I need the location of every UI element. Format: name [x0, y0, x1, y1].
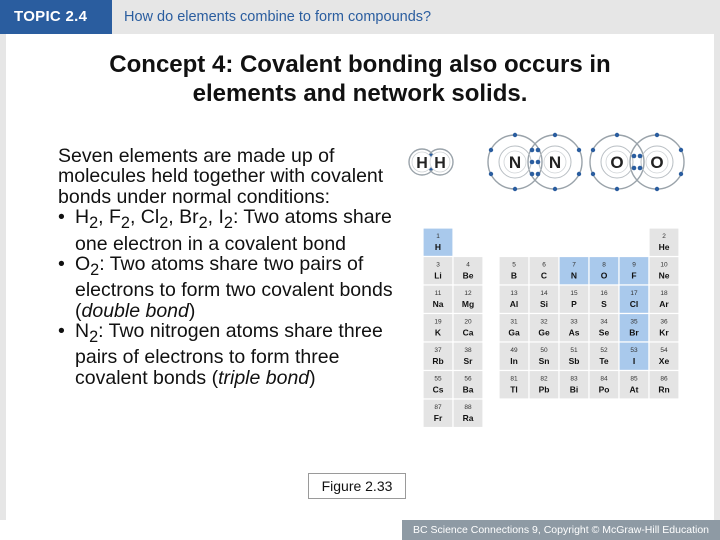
element-symbol: Ga — [508, 327, 520, 338]
atomic-number: 17 — [630, 290, 638, 297]
element-symbol: Sr — [463, 356, 473, 366]
atomic-number: 36 — [660, 318, 668, 326]
element-symbol: Rb — [432, 356, 444, 366]
element-symbol: S — [601, 299, 607, 309]
element-c — [529, 257, 559, 286]
molecule-nn — [488, 133, 582, 191]
atomic-number: 2 — [662, 233, 666, 240]
element-symbol: Cl — [629, 299, 639, 309]
element-symbol: Ra — [462, 413, 474, 423]
element-i — [619, 342, 649, 371]
element-cl — [619, 285, 649, 314]
atomic-number: 1 — [436, 233, 440, 240]
shared-electron — [536, 148, 541, 153]
atomic-number: 12 — [464, 290, 472, 297]
element-symbol: Tl — [510, 384, 518, 395]
element-symbol: Pb — [538, 384, 550, 395]
element-ra — [453, 399, 483, 428]
element-symbol: He — [658, 242, 670, 252]
atom-symbol: N — [508, 153, 522, 172]
atomic-number: 7 — [572, 261, 576, 269]
element-f — [619, 257, 649, 286]
element-symbol: In — [510, 356, 518, 366]
atomic-number: 32 — [540, 318, 548, 326]
element-symbol: Po — [598, 384, 610, 395]
atomic-number: 10 — [660, 261, 668, 269]
element-si — [529, 285, 559, 314]
element-li — [423, 257, 453, 286]
molecule-oo — [590, 133, 684, 191]
valence-electron — [553, 187, 557, 191]
element-symbol: Li — [434, 270, 442, 281]
element-bi — [559, 371, 589, 400]
atomic-number: 8 — [602, 261, 606, 269]
topic-badge: TOPIC 2.4 — [0, 0, 112, 34]
body-text — [58, 146, 403, 388]
atom-symbol: O — [610, 153, 624, 172]
valence-electron — [655, 133, 659, 137]
title-line-2: elements and network solids. — [192, 80, 528, 107]
atomic-number: 81 — [510, 375, 518, 383]
element-symbol: Si — [539, 299, 549, 309]
atomic-number: 13 — [510, 290, 518, 297]
atomic-number: 5 — [512, 261, 516, 269]
atomic-number: 6 — [542, 261, 546, 269]
valence-electron — [679, 148, 683, 152]
shared-electron — [632, 166, 637, 171]
element-tl — [499, 371, 529, 400]
figure-label: Figure 2.33 — [308, 473, 406, 499]
atomic-number: 86 — [660, 375, 668, 383]
bullet-halogens: • $H_2$, $F_2$, $Cl_2$, $Br_2$, $I_2$: Two atoms share one electron in a covalent bond — [58, 207, 403, 254]
valence-electron — [591, 148, 595, 152]
element-br — [619, 314, 649, 343]
element-symbol: Sn — [538, 356, 550, 366]
valence-electron — [577, 172, 581, 176]
element-ge — [529, 314, 559, 343]
atomic-number: 33 — [570, 318, 578, 326]
element-al — [499, 285, 529, 314]
atomic-number: 49 — [510, 347, 518, 354]
valence-electron — [591, 172, 595, 176]
element-kr — [649, 314, 679, 343]
topic-question: How do elements combine to form compounds? — [124, 9, 432, 25]
element-na — [423, 285, 453, 314]
element-rb — [423, 342, 453, 371]
atomic-number: 87 — [434, 404, 442, 411]
slide-title — [30, 50, 690, 108]
valence-electron — [513, 133, 517, 137]
valence-electron — [513, 187, 517, 191]
element-symbol: Te — [599, 356, 609, 366]
shared-electron — [530, 148, 535, 153]
element-symbol: Be — [462, 270, 474, 281]
element-as — [559, 314, 589, 343]
element-rn — [649, 371, 679, 400]
element-mg — [453, 285, 483, 314]
element-p — [559, 285, 589, 314]
element-symbol: H — [434, 242, 442, 252]
shared-electron — [638, 154, 643, 159]
element-symbol: C — [540, 270, 548, 281]
atom-symbol: O — [650, 153, 664, 172]
bullet-nitrogen: • $N_2$: Two nitrogen atoms share three pairs of electrons to form three covalent bonds (triple bond) — [58, 321, 403, 388]
atomic-number: 3 — [436, 261, 440, 269]
element-symbol: Xe — [658, 356, 670, 366]
atom-symbol: N — [548, 153, 562, 172]
intro-paragraph: Seven elements are made up of molecules held together with covalent bonds under normal conditions: — [58, 145, 384, 208]
element-at — [619, 371, 649, 400]
atomic-number: 88 — [464, 404, 472, 411]
atomic-number: 34 — [600, 318, 608, 326]
shared-electron — [536, 172, 541, 177]
valence-electron — [655, 187, 659, 191]
shared-electron — [536, 160, 541, 165]
element-o — [589, 257, 619, 286]
valence-electron — [615, 187, 619, 191]
atomic-number: 4 — [466, 261, 470, 269]
element-sb — [559, 342, 589, 371]
periodic-table — [423, 228, 679, 428]
element-in — [499, 342, 529, 371]
element-symbol: Cs — [432, 384, 444, 395]
element-sr — [453, 342, 483, 371]
atomic-number: 31 — [510, 318, 518, 326]
title-line-1: Concept 4: Covalent bonding also occurs in — [109, 51, 611, 78]
element-be — [453, 257, 483, 286]
element-symbol: Sb — [568, 356, 580, 366]
atomic-number: 15 — [570, 290, 578, 297]
element-symbol: Ba — [462, 384, 474, 395]
element-symbol: Ne — [658, 270, 670, 281]
valence-electron — [553, 133, 557, 137]
element-symbol: K — [434, 327, 442, 338]
atomic-number: 18 — [660, 290, 668, 297]
element-symbol: Br — [629, 327, 639, 338]
atomic-number: 83 — [570, 375, 578, 383]
atomic-number: 9 — [632, 261, 636, 269]
atomic-number: 38 — [464, 347, 472, 354]
atomic-number: 54 — [660, 347, 668, 354]
atom-symbol: H — [434, 155, 446, 172]
atomic-number: 35 — [630, 318, 638, 326]
shared-electron — [632, 154, 637, 159]
element-symbol: B — [510, 270, 518, 281]
element-symbol: Kr — [659, 327, 669, 338]
element-symbol: N — [570, 270, 578, 281]
element-symbol: Na — [432, 299, 444, 309]
element-xe — [649, 342, 679, 371]
atomic-number: 84 — [600, 375, 608, 383]
atomic-number: 52 — [600, 347, 608, 354]
element-h — [423, 228, 453, 257]
element-ca — [453, 314, 483, 343]
element-symbol: Se — [598, 327, 610, 338]
shared-electron — [530, 160, 535, 165]
atomic-number: 82 — [540, 375, 548, 383]
element-symbol: Fr — [433, 413, 443, 423]
element-symbol: O — [600, 270, 608, 281]
element-ga — [499, 314, 529, 343]
atomic-number: 53 — [630, 347, 638, 354]
element-symbol: P — [571, 299, 577, 309]
atomic-number: 19 — [434, 318, 442, 326]
element-symbol: Ar — [659, 299, 669, 309]
atomic-number: 51 — [570, 347, 578, 354]
atom-symbol: H — [416, 155, 428, 172]
valence-electron — [489, 148, 493, 152]
element-symbol: As — [568, 327, 580, 338]
element-symbol: Bi — [569, 384, 579, 395]
element-te — [589, 342, 619, 371]
element-n — [559, 257, 589, 286]
valence-electron — [577, 148, 581, 152]
element-symbol: F — [631, 270, 637, 281]
element-symbol: Al — [509, 299, 519, 309]
bullet-oxygen: • $O_2$: Two atoms share two pairs of electrons to form two covalent bonds (double bond) — [58, 254, 403, 321]
element-symbol: Mg — [461, 299, 475, 309]
element-ar — [649, 285, 679, 314]
atomic-number: 16 — [600, 290, 608, 297]
atomic-number: 14 — [540, 290, 548, 297]
molecule-hh — [409, 149, 453, 175]
molecule-diagrams — [409, 133, 684, 191]
element-cs — [423, 371, 453, 400]
element-po — [589, 371, 619, 400]
atomic-number: 50 — [540, 347, 548, 354]
element-b — [499, 257, 529, 286]
element-ba — [453, 371, 483, 400]
element-se — [589, 314, 619, 343]
figure-2-33 — [405, 130, 715, 520]
element-symbol: Rn — [658, 384, 670, 395]
element-s — [589, 285, 619, 314]
element-symbol: Ca — [462, 327, 474, 338]
element-k — [423, 314, 453, 343]
atomic-number: 56 — [464, 375, 472, 383]
element-sn — [529, 342, 559, 371]
element-pb — [529, 371, 559, 400]
atomic-number: 85 — [630, 375, 638, 383]
bullet-list — [58, 207, 403, 388]
atomic-number: 20 — [464, 318, 472, 326]
valence-electron — [489, 172, 493, 176]
atomic-number: 37 — [434, 347, 442, 354]
atomic-number: 11 — [434, 290, 442, 297]
valence-electron — [679, 172, 683, 176]
copyright-footer: BC Science Connections 9, Copyright © McGraw-Hill Education — [402, 520, 720, 540]
shared-electron — [638, 166, 643, 171]
atomic-number: 55 — [434, 375, 442, 383]
shared-electron — [530, 172, 535, 177]
element-fr — [423, 399, 453, 428]
element-symbol: At — [629, 384, 639, 395]
valence-electron — [615, 133, 619, 137]
element-ne — [649, 257, 679, 286]
element-he — [649, 228, 679, 257]
element-symbol: Ge — [538, 327, 550, 338]
slide-left-margin — [0, 34, 6, 520]
header-bar — [0, 0, 720, 34]
element-symbol: I — [632, 356, 636, 366]
